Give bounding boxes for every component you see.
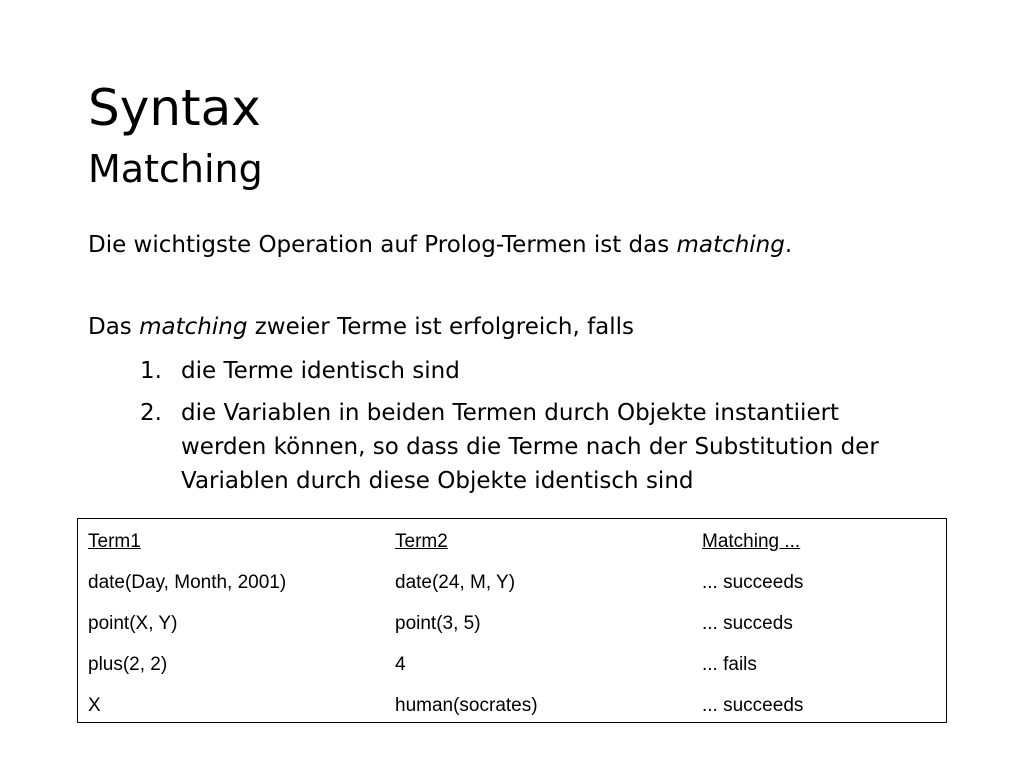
table-cell-term2: date(24, M, Y) <box>395 572 516 593</box>
intro-paragraph <box>88 230 792 260</box>
condition-text-before: Das <box>88 314 140 340</box>
table-cell-result: ... succeeds <box>702 572 804 593</box>
table-row <box>78 685 946 726</box>
table-row <box>78 562 946 603</box>
list-item-number: 2. <box>140 400 162 426</box>
table-header-row <box>78 521 946 562</box>
table-header-term1: Term1 <box>88 531 141 552</box>
condition-text-emphasis: matching <box>139 314 248 340</box>
table-cell-term1: date(Day, Month, 2001) <box>88 572 287 593</box>
slide-title: Syntax <box>88 79 261 137</box>
slide-subtitle: Matching <box>88 147 263 191</box>
intro-text-emphasis: matching <box>676 232 785 258</box>
table-cell-term2: human(socrates) <box>395 695 538 716</box>
table-cell-term1: X <box>88 695 101 716</box>
condition-text-after: zweier Terme ist erfolgreich, falls <box>247 314 635 340</box>
list-item-text: die Variablen in beiden Termen durch Objekte instantiiert werden können, so dass die Terme nach der Substitution der Variablen durch diese Objekte identisch sind <box>181 400 879 494</box>
condition-list <box>140 354 921 506</box>
table-row <box>78 603 946 644</box>
list-item-text: die Terme identisch sind <box>181 358 460 384</box>
table-cell-result: ... succeds <box>702 613 793 634</box>
intro-text-before: Die wichtigste Operation auf Prolog-Termen ist das <box>88 232 677 258</box>
table-cell-result: ... fails <box>702 654 757 675</box>
table-header-term2: Term2 <box>395 531 448 552</box>
table-cell-term2: point(3, 5) <box>395 613 481 634</box>
list-item <box>140 396 921 498</box>
intro-text-after: . <box>784 232 793 258</box>
table-cell-result: ... succeeds <box>702 695 804 716</box>
list-item <box>140 354 921 388</box>
table-header-matching: Matching ... <box>702 531 801 552</box>
condition-paragraph <box>88 312 634 342</box>
list-item-number: 1. <box>140 358 162 384</box>
table-cell-term2: 4 <box>395 654 406 675</box>
matching-table <box>77 518 947 723</box>
table-row <box>78 644 946 685</box>
table-cell-term1: point(X, Y) <box>88 613 178 634</box>
table-cell-term1: plus(2, 2) <box>88 654 168 675</box>
